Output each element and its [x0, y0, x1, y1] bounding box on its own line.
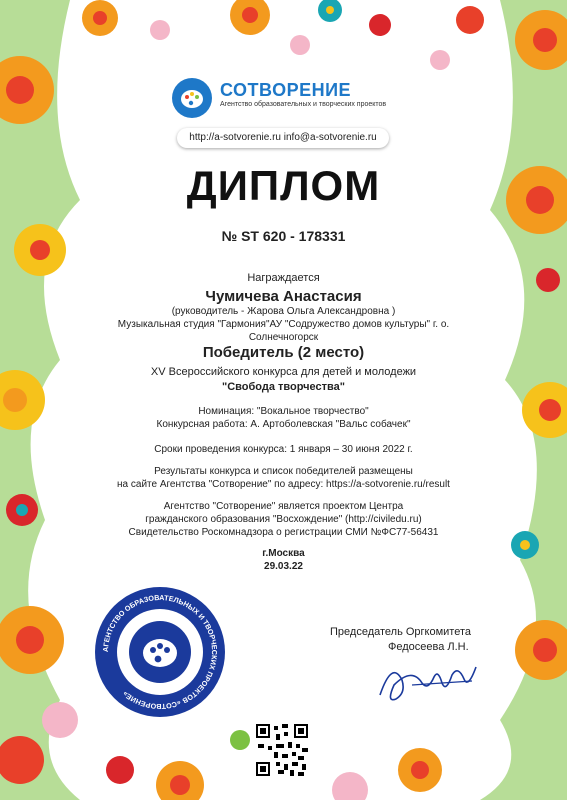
qr-code — [254, 722, 310, 778]
stamp-inner — [117, 609, 203, 695]
top-border-decoration — [150, 0, 391, 55]
nomination: Номинация: "Вокальное творчество" — [198, 406, 369, 417]
palette-logo-icon — [172, 78, 212, 118]
city: г.Москва — [262, 548, 305, 559]
project-line2: гражданского образования "Восхождение" (http://civiledu.ru) — [145, 514, 422, 525]
organization-line2: Солнечногорск — [248, 332, 319, 343]
organization-line1: Музыкальная студия "Гармония"АУ "Содружество домов культуры" г. о. — [117, 319, 450, 330]
recipient-name: Чумичева Анастасия — [205, 288, 362, 305]
supervisor: (руководитель - Жарова Ольга Александровна ) — [171, 306, 396, 317]
signature-title: Председатель Оргкомитета — [330, 626, 472, 638]
stamp-palette-icon — [129, 621, 191, 683]
contest-work: Конкурсная работа: А. Артоболевская "Вальс собачек" — [156, 419, 411, 430]
logo-tagline: Агентство образовательных и творческих проектов — [220, 101, 387, 108]
contest-name: "Свобода творчества" — [221, 381, 345, 393]
project-line1: Агентство "Сотворение" является проектом Центра — [163, 501, 404, 512]
contest-line: XV Всероссийского конкурса для детей и молодежи — [150, 366, 417, 378]
project-line3: Свидетельство Роскомнадзора о регистрации СМИ №ФС77-56431 — [128, 527, 439, 538]
handwritten-signature — [372, 655, 482, 705]
signature-name: Федосеева Л.Н. — [388, 641, 469, 653]
page-title: ДИПЛОМ — [186, 162, 381, 209]
results-line1: Результаты конкурса и список победителей размещены — [154, 466, 413, 477]
results-line2: на сайте Агентства "Сотворение" по адресу: https://a-sotvorenie.ru/result — [117, 479, 450, 490]
awarded-label: Награждается — [247, 272, 320, 284]
bottom-border-decoration — [106, 730, 368, 800]
diploma-number: № ST 620 - 178331 — [221, 228, 346, 244]
stamp-ring-text: АГЕНТСТВО ОБРАЗОВАТЕЛЬНЫХ И ТВОРЧЕСКИХ ПРОЕКТОВ «СОТВОРЕНИЕ» — [100, 592, 220, 712]
organization-stamp — [95, 587, 225, 717]
contest-dates: Сроки проведения конкурса: 1 января – 30 июня 2022 г. — [154, 444, 413, 455]
place-title: Победитель (2 место) — [202, 344, 365, 361]
contacts-box: http://a-sotvorenie.ru info@a-sotvorenie.ru — [177, 128, 389, 148]
logo-name: СОТВОРЕНИЕ — [220, 80, 352, 100]
issue-date: 29.03.22 — [264, 561, 303, 572]
